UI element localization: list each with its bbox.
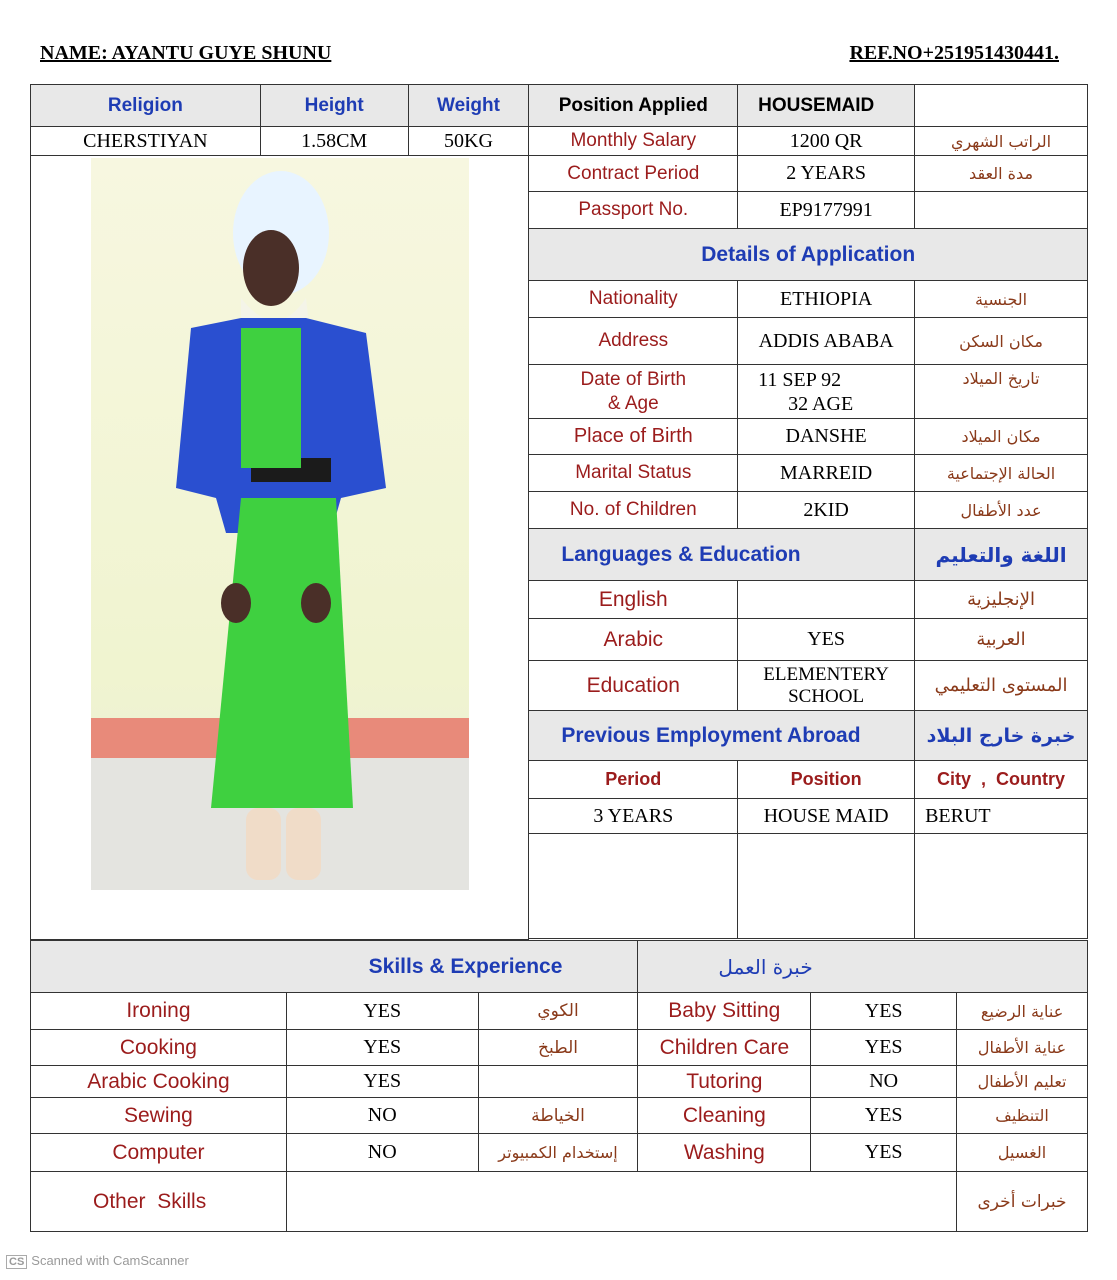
pob-ar: مكان الميلاد [915,419,1088,455]
employment-position-header: Position [738,761,915,799]
marital-ar: الحالة الإجتماعية [915,455,1088,492]
arabic-ar: العربية [915,619,1088,661]
skill-row-left-label: Cooking [31,1030,287,1066]
pob-label: Place of Birth [529,419,738,455]
skill-row-right-value: YES [811,1030,957,1066]
employment-title-ar: خبرة خارج البلاد [915,711,1088,761]
position-applied-label: Position Applied [529,85,738,127]
marital-label: Marital Status [529,455,738,492]
employment-empty-3 [915,834,1088,939]
contract-period-ar: مدة العقد [915,156,1088,192]
reference-number: REF.NO+251951430441. [849,42,1059,64]
skills-title: Skills & Experience [31,941,638,993]
contract-period-label: Contract Period [529,156,738,192]
children-label: No. of Children [529,492,738,529]
employment-position-value: HOUSE MAID [738,799,915,834]
passport-value: EP9177991 [738,192,915,229]
religion-label: Religion [31,85,261,127]
languages-title: Languages & Education [529,529,915,581]
passport-label: Passport No. [529,192,738,229]
education-label: Education [529,661,738,711]
skill-row-right-label: Tutoring [638,1066,811,1098]
camscanner-logo: CS [6,1255,27,1269]
weight-value: 50KG [408,127,529,156]
employment-period-header: Period [529,761,738,799]
monthly-salary-ar: الراتب الشهري [915,127,1088,156]
employment-period-value: 3 YEARS [529,799,738,834]
nationality-ar: الجنسية [915,281,1088,318]
education-ar: المستوى التعليمي [915,661,1088,711]
arabic-label: Arabic [529,619,738,661]
skill-row-left-value: NO [286,1098,478,1134]
skill-row-left-ar: الكوي [478,993,638,1030]
applicant-name: NAME: AYANTU GUYE SHUNU [40,42,332,64]
dob-label-line2: & Age [607,392,659,414]
pob-value: DANSHE [738,419,915,455]
skill-row-left-label: Computer [31,1134,287,1172]
children-value: 2KID [738,492,915,529]
empty-cell [915,85,1088,127]
details-title: Details of Application [529,229,1088,281]
skill-row-left-value: YES [286,993,478,1030]
skill-row-right-value: YES [811,1134,957,1172]
skill-row-right-label: Baby Sitting [638,993,811,1030]
dob-label-line1: Date of Birth [580,368,687,390]
children-ar: عدد الأطفال [915,492,1088,529]
skill-row-right-label: Cleaning [638,1098,811,1134]
position-applied-value: HOUSEMAID [738,85,915,127]
employment-city-header: City , Country [915,761,1088,799]
religion-value: CHERSTIYAN [31,127,261,156]
applicant-photo [91,158,469,890]
cv-main-table [30,84,1088,940]
skill-row-left-value: NO [286,1134,478,1172]
employment-title: Previous Employment Abroad [529,711,915,761]
dob-ar: تاريخ الميلاد [915,365,1088,419]
skill-row-left-value: YES [286,1066,478,1098]
languages-title-ar: اللغة والتعليم [915,529,1088,581]
nationality-label: Nationality [529,281,738,318]
skill-row-right-ar: التنظيف [957,1098,1088,1134]
contract-period-value: 2 YEARS [738,156,915,192]
skill-row-right-ar: عناية الأطفال [957,1030,1088,1066]
skill-row-right-value: YES [811,993,957,1030]
skill-row-left-ar: إستخدام الكمبيوتر [478,1134,638,1172]
other-skills-value [286,1172,956,1232]
skill-row-left-label: Ironing [31,993,287,1030]
skill-row-left-value: YES [286,1030,478,1066]
nationality-value: ETHIOPIA [738,281,915,318]
monthly-salary-label: Monthly Salary [529,127,738,156]
employment-empty-1 [529,834,738,939]
marital-value: MARREID [738,455,915,492]
skill-row-right-label: Children Care [638,1030,811,1066]
scanner-text: Scanned with CamScanner [31,1253,189,1268]
skill-row-right-ar: تعليم الأطفال [957,1066,1088,1098]
skill-row-right-label: Washing [638,1134,811,1172]
passport-ar [915,192,1088,229]
employment-city-value: BERUT [915,799,1088,834]
weight-label: Weight [408,85,529,127]
height-value: 1.58CM [260,127,408,156]
english-ar: الإنجليزية [915,581,1088,619]
address-ar: مكان السكن [915,318,1088,365]
skill-row-left-ar: الطبخ [478,1030,638,1066]
scanner-watermark [6,1253,189,1269]
monthly-salary-value: 1200 QR [738,127,915,156]
dob-value-line1: 11 SEP 92 [758,368,842,391]
education-value-line2: SCHOOL [788,685,865,707]
skills-title-ar: خبرة العمل [638,941,1088,993]
employment-empty-2 [738,834,915,939]
arabic-value: YES [738,619,915,661]
dob-label [529,365,738,419]
skill-row-right-ar: عناية الرضيع [957,993,1088,1030]
skills-table [30,940,1088,1232]
photo-cell [31,156,529,940]
height-label: Height [260,85,408,127]
address-value: ADDIS ABABA [738,318,915,365]
skill-row-left-ar: الخياطة [478,1098,638,1134]
skill-row-left-label: Arabic Cooking [31,1066,287,1098]
education-value [738,661,915,711]
skill-row-right-value: NO [811,1066,957,1098]
english-label: English [529,581,738,619]
skill-row-right-ar: الغسيل [957,1134,1088,1172]
skill-row-right-value: YES [811,1098,957,1134]
education-value-line1: ELEMENTERY [763,663,889,685]
other-skills-label: Other Skills [31,1172,287,1232]
english-value [738,581,915,619]
dob-value-line2: 32 AGE [788,392,854,415]
other-skills-ar: خبرات أخرى [957,1172,1088,1232]
address-label: Address [529,318,738,365]
skill-row-left-label: Sewing [31,1098,287,1134]
dob-value [738,365,915,419]
skill-row-left-ar [478,1066,638,1098]
